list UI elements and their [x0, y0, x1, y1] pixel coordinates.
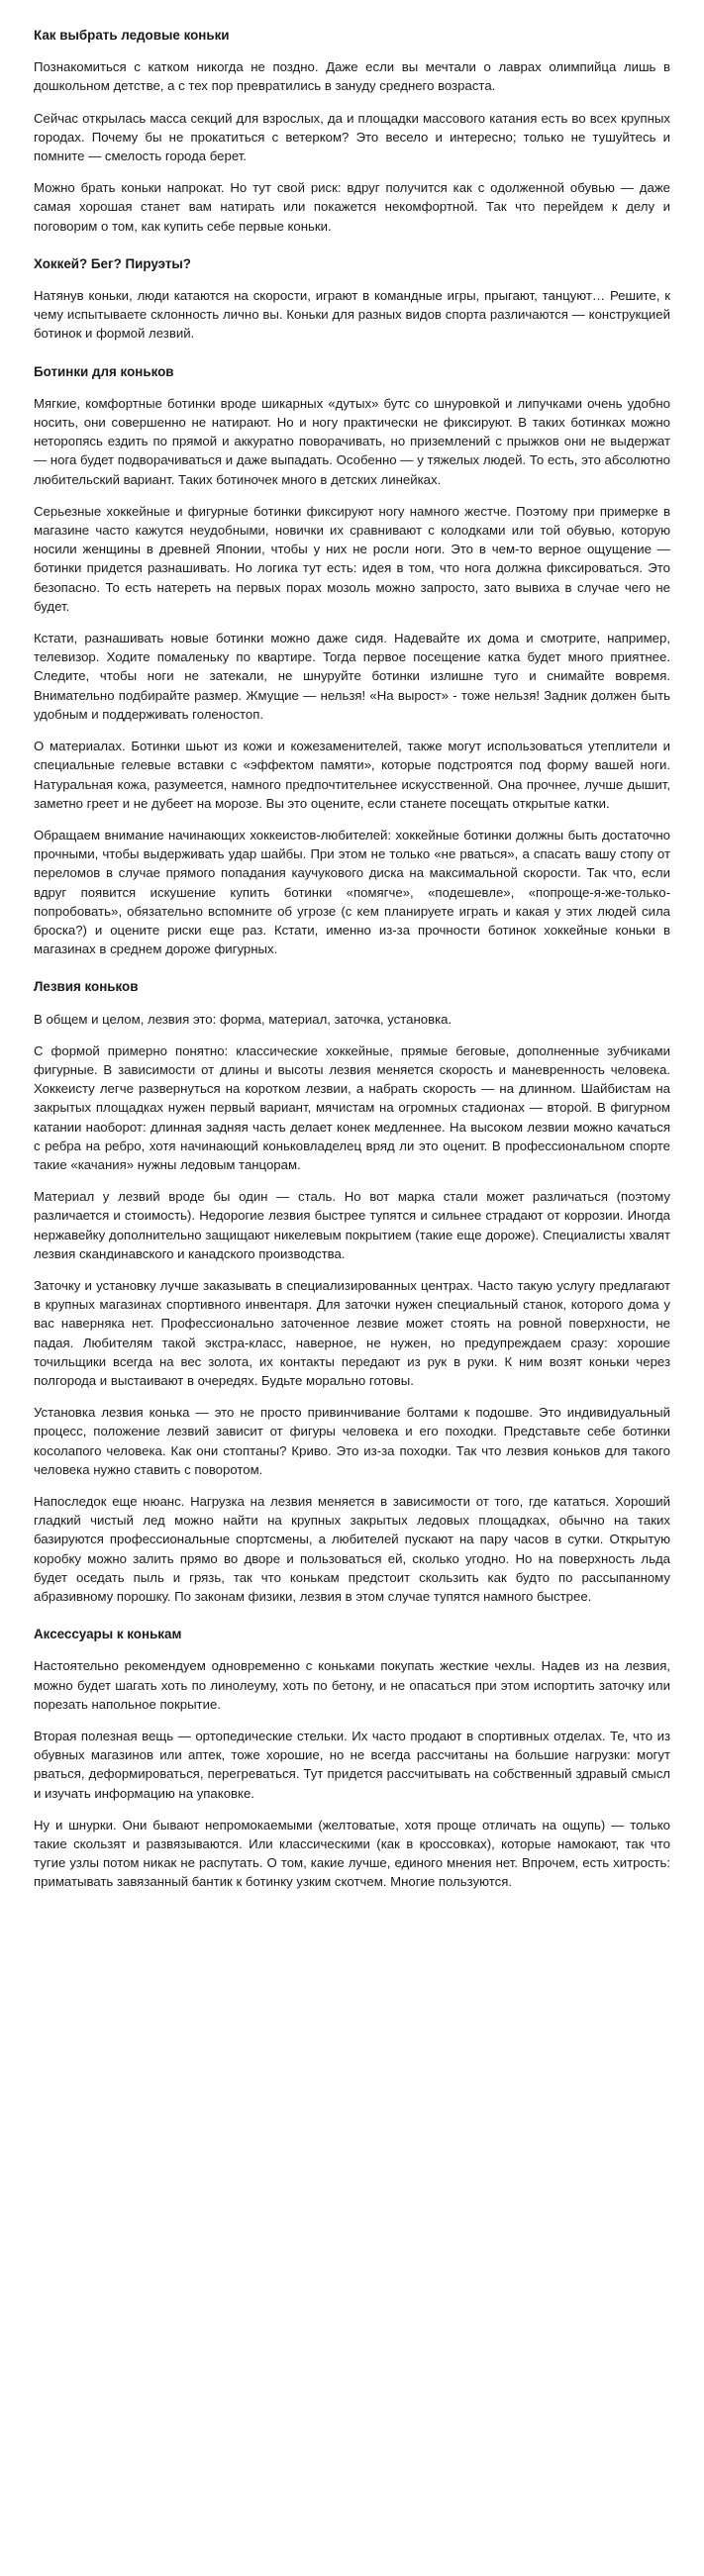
section-heading-boots: Ботинки для коньков	[34, 363, 174, 379]
intro-paragraph: Можно брать коньки напрокат. Но тут свой риск: вдруг получится как с одолженной обувью — даже самая хорошая станет вам натирать или покажется некомфортной. Так что перейдем к делу и поговорим о том, как купить себе первые коньки.	[34, 180, 670, 234]
intro-paragraph: Познакомиться с катком никогда не поздно. Даже если вы мечтали о лаврах олимпийца лишь в дошкольном детстве, а с тех пор превратились в зануду среднего возраста.	[34, 59, 670, 94]
section-paragraph: Настоятельно рекомендуем одновременно с коньками покупать жесткие чехлы. Надев из на лезвия, можно будет шагать хоть по линолеуму, хоть по бетону, и не опасаться при этом испортить заточку или порезать напольное покрытие.	[34, 1658, 670, 1712]
section-heading-sports: Хоккей? Бег? Пируэты?	[34, 255, 191, 271]
section-paragraph: Серьезные хоккейные и фигурные ботинки фиксируют ногу намного жестче. Поэтому при примерке в магазине часто кажутся неудобными, новички их сравнивают с колодками или той обувью, которую носили женщины в древней Японии, чтобы у них не росли ноги. Это в чем-то верное ощущение — ботинки придется разнашивать. Но логика тут есть: идея в том, что нога должна фиксироваться. Это безопасно. То есть натереть на первых порах мозоль можно запросто, зато вывиха в случае чего не будет.	[34, 503, 670, 614]
section-paragraph: Материал у лезвий вроде бы один — сталь. Но вот марка стали может различаться (поэтому различается и стоимость). Недорогие лезвия быстрее тупятся и сильнее страдают от коррозии. Иногда нержавейку дополнительно защищают никелевым покрытием (такие еще дороже). Специалисты хвалят лезвия скандинавского и канадского производства.	[34, 1189, 670, 1261]
intro-paragraph: Сейчас открылась масса секций для взрослых, да и площадки массового катания есть во всех крупных городах. Почему бы не прокатиться с ветерком? Это весело и интересно; только не тушуйтесь и помните — смелость города берет.	[34, 110, 670, 164]
section-paragraph: Установка лезвия конька — это не просто привинчивание болтами к подошве. Это индивидуальный процесс, положение лезвий зависит от фигуры человека и его походки. Представьте себе ботинки косолапого человека. Как они стоптаны? Криво. Это из-за походки. Так что лезвия коньков для такого человека нужно ставить с поворотом.	[34, 1405, 670, 1477]
section-paragraph: В общем и целом, лезвия это: форма, материал, заточка, установка.	[34, 1011, 453, 1027]
section-paragraph: Вторая полезная вещь — ортопедические стельки. Их часто продают в спортивных отделах. Те, что из обувных магазинов или аптек, тоже хорошие, но не всегда рассчитаны на большие нагрузки: могут рваться, деформироваться, перегреваться. Тут придется рассчитывать на собственный здравый смысл и изучать информацию на упаковке.	[34, 1729, 670, 1801]
section-paragraph: Обращаем внимание начинающих хоккеистов-любителей: хоккейные ботинки должны быть достаточно прочными, чтобы выдерживать удар шайбы. При этом не только «не рваться», а спасать вашу стопу от переломов в случае прямого попадания каучукового диска на максимальной скорости. Так что, если вдруг появится искушение купить ботинки «помягче», «подешевле», «попроще-я-же-только-попробовать», обязательно вспомните об угрозе (с кем планируете играть и какая у этих людей сила броска?) и оцените риски еще раз. Кстати, именно из-за прочности ботинок хоккейные коньки в магазинах в среднем дороже фигурных.	[34, 827, 670, 957]
section-paragraph: Кстати, разнашивать новые ботинки можно даже сидя. Надевайте их дома и смотрите, например, телевизор. Ходите помаленьку по квартире. Тогда первое посещение катка будет много приятнее. Следите, чтобы ноги не затекали, не шнуруйте ботинки излишне туго и снимайте вовремя. Внимательно подбирайте размер. Жмущие — нельзя! «На вырост» - тоже нельзя! Задник должен быть удобным и поддерживать голеностоп.	[34, 631, 670, 722]
section-heading-accessories: Аксессуары к конькам	[34, 1627, 182, 1642]
section-paragraph: О материалах. Ботинки шьют из кожи и кожезаменителей, также могут использоваться утеплители и специальные гелевые вставки с «эффектом памяти», которые подстроятся под форму вашей ноги. Натуральная кожа, разумеется, намного предпочтительнее искусственной. Она прочнее, лучше дышит, заметно греет и не дубеет на морозе. Вы это оцените, если станете посещать открытые катки.	[34, 739, 670, 811]
section-paragraph: Напоследок еще нюанс. Нагрузка на лезвия меняется в зависимости от того, где кататься. Хороший гладкий чистый лед можно найти на крупных закрытых ледовых площадках, обычно на таких базируются профессиональные спортсмены, а любителей пускают на пару часов в сутки. Открытую коробку можно залить прямо во дворе и пользоваться ей, сколько угодно. Но на поверхность льда будет оседать пыль и грязь, так что конькам предстоит скользить как будто по рассыпанному абразивному порошку. По законам физики, лезвия в этом случае тупятся намного быстрее.	[34, 1494, 670, 1605]
section-paragraph: С формой примерно понятно: классические хоккейные, прямые беговые, дополненные зубчиками фигурные. В зависимости от длины и высоты лезвия меняется скорость и маневренность человека. Хоккеисту легче развернуться на коротком лезвии, а набрать скорость — на длинном. Шайбистам на закрытых площадках нужен первый вариант, мячистам на огромных стадионах — второй. В фигурном катании наоборот: длинная задняя часть делает конек медленнее. На высоком лезвии можно качаться с ребра на ребро, хотя начинающий коньковладелец вряд ли это оценит. В профессиональном спорте такие «качания» нужны ледовым танцорам.	[34, 1042, 670, 1172]
article-title: Как выбрать ледовые коньки	[34, 28, 230, 43]
section-paragraph: Натянув коньки, люди катаются на скорости, играют в командные игры, прыгают, танцуют… Решите, к чему испытываете склонность лично вы. Коньки для разных видов спорта различаются — конструкцией ботинок и формой лезвий.	[34, 288, 670, 342]
section-paragraph: Заточку и установку лучше заказывать в специализированных центрах. Часто такую услугу предлагают в крупных магазинах спортивного инвентаря. Для заточки нужен специальный станок, которого дома у вас наверняка нет. Профессионально заточенное лезвие может стоять на ровной поверхности, не падая. Любителям такой экстра-класс, наверное, не нужен, но предупреждаем сразу: хорошие точильщики всегда на вес золота, их контакты передают из рук в руки. К ним возят коньки через полгорода и выстаивают в очередях. Будьте морально готовы.	[34, 1277, 670, 1388]
section-paragraph: Мягкие, комфортные ботинки вроде шикарных «дутых» бутс со шнуровкой и липучками очень удобно носить, они совершенно не натирают. Но и ногу практически не фиксируют. В таких ботинках можно неторопясь ездить по прямой и аккуратно поворачивать, но приземлений с прыжков они не выдержат — нога будет подворачиваться и даже выпадать. Особенно — у тяжелых людей. То есть, это абсолютно любительский вариант. Таких ботиночек много в детских линейках.	[34, 395, 670, 487]
section-heading-blades: Лезвия коньков	[34, 979, 139, 995]
section-paragraph: Ну и шнурки. Они бывают непромокаемыми (желтоватые, хотя проще отличать на ощупь) — только такие скользят и развязываются. Или классическими (как в кроссовках), которые намокают, так что тугие узлы потом никак не распутать. О том, какие лучше, единого мнения нет. Впрочем, есть хитрость: приматывать завязанный бантик к ботинку узким скотчем. Многие пользуются.	[34, 1817, 670, 1890]
